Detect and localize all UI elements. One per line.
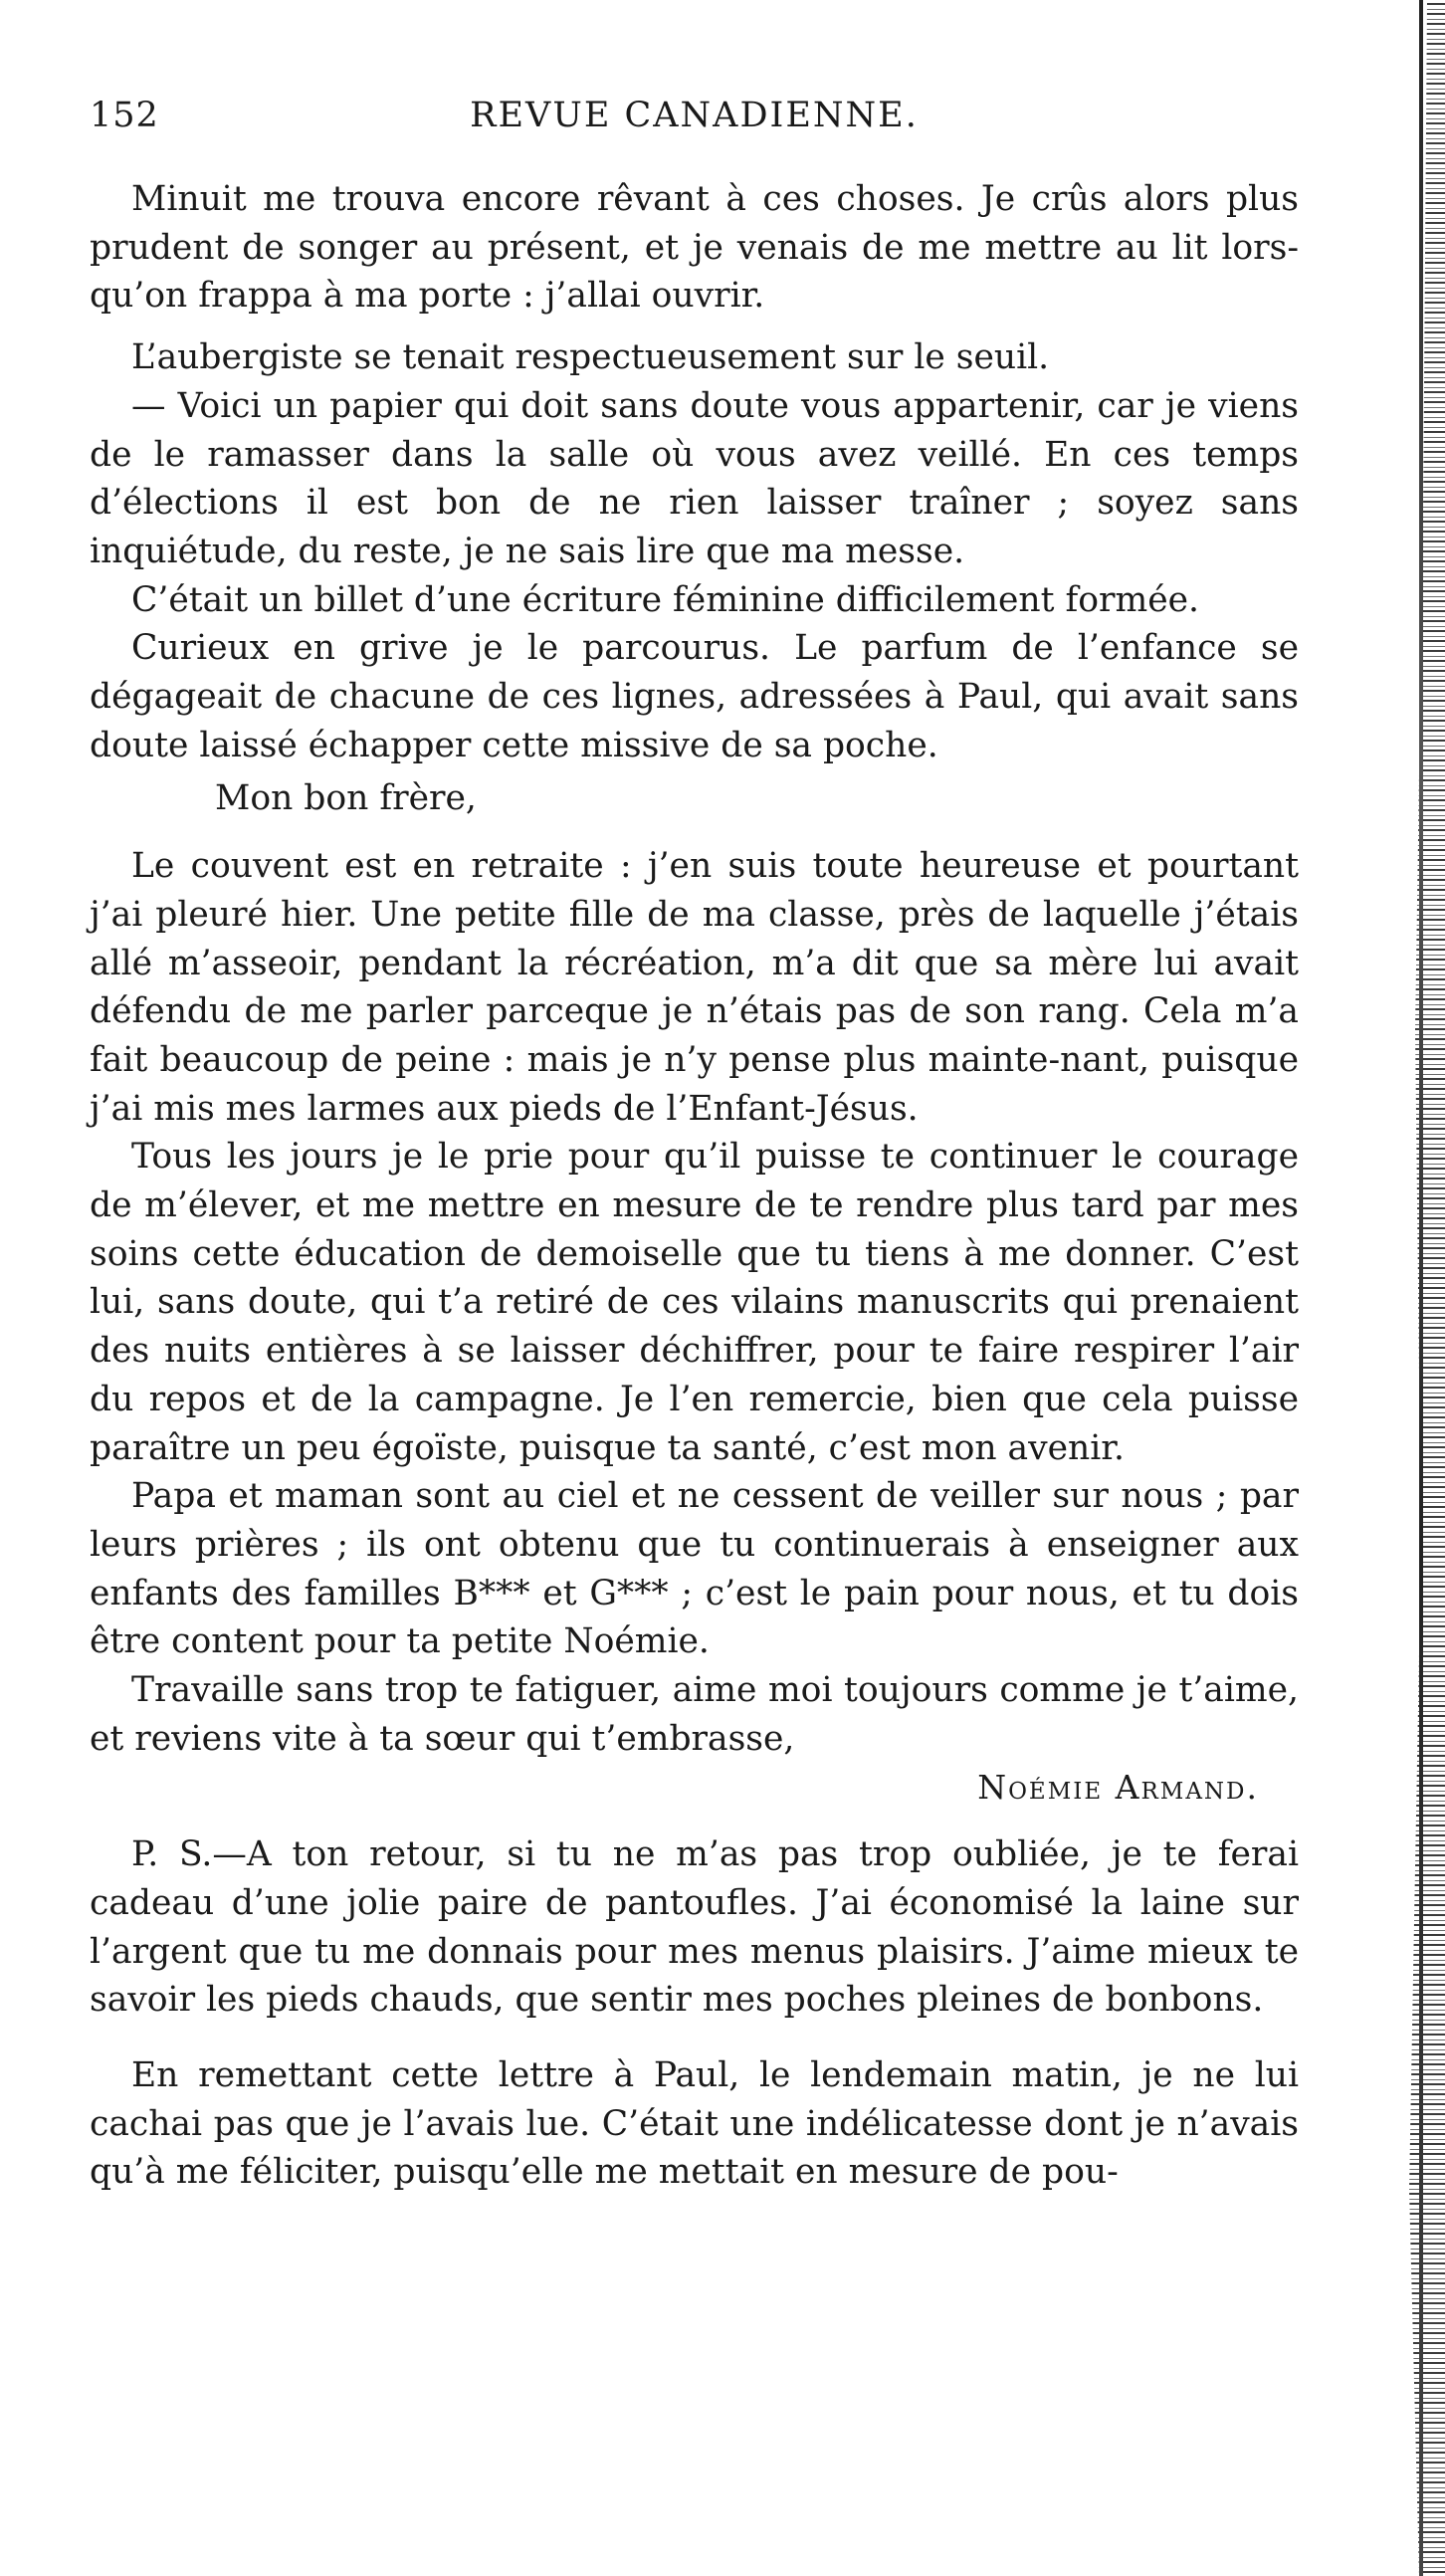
letter-paragraph-convent: Le couvent est en retraite : j’en suis toute heureuse et pourtant j’ai pleuré hier. Une petite fille de ma classe, près de laquelle j’étais allé m’asseoir, pendant la récréation, m’a dit que sa mère lui avait défendu de me parler parceque je n’étais pas de son rang. Cela m’a fait beaucoup de peine : mais je n’y pense plus mainte-nant, puisque j’ai mis mes larmes aux pieds de l’Enfant-Jésus. (90, 846, 1299, 1129)
page-number: 152 (90, 96, 159, 135)
letter-salutation: Mon bon frère, (215, 778, 477, 819)
paragraph-note: C’était un billet d’une écriture féminine difficilement formée. (131, 579, 1200, 620)
paragraph-handing-letter: En remettant cette lettre à Paul, le lendemain matin, je ne lui cachai pas que je l’avais lue. C’était une indélicatesse dont je n’avais qu’à me féliciter, puisqu’elle me mettait en mesure de pou- (90, 2055, 1299, 2193)
letter-signature: Noémie Armand. (977, 1767, 1259, 1807)
body-text (90, 175, 1299, 2197)
paragraph-innkeeper: L’aubergiste se tenait respectueusement sur le seuil. (131, 337, 1050, 378)
paragraph-midnight: Minuit me trouva encore rêvant à ces choses. Je crûs alors plus prudent de songer au présent, et je venais de me mettre au lit lors-qu’on frappa à ma porte : j’allai ouvrir. (90, 179, 1299, 317)
running-title: REVUE CANADIENNE. (470, 96, 919, 135)
paragraph-curious: Curieux en grive je le parcourus. Le parfum de l’enfance se dégageait de chacune de ces lignes, adressées à Paul, qui avait sans doute laissé échapper cette missive de sa poche. (90, 628, 1299, 765)
letter-paragraph-parents: Papa et maman sont au ciel et ne cessent de veiller sur nous ; par leurs prières ; ils ont obtenu que tu continuerais à enseigner aux enfants des familles B*** et G*** ; c’est le pain pour nous, et tu dois être content pour ta petite Noémie. (90, 1476, 1299, 1662)
page-header (90, 96, 1299, 155)
letter-paragraph-prayer: Tous les jours je le prie pour qu’il puisse te continuer le courage de m’élever, et me mettre en mesure de te rendre plus tard par mes soins cette éducation de demoiselle que tu tiens à me donner. C’est lui, sans doute, qui t’a retiré de ces vilains manuscrits qui prenaient des nuits entières à se laisser déchiffrer, pour te faire respirer l’air du repos et de la campagne. Je l’en remercie, bien que cela puisse paraître un peu égoïste, puisque ta santé, c’est mon avenir. (90, 1137, 1299, 1468)
page-binding-line (1419, 0, 1423, 2576)
paragraph-dialogue: — Voici un papier qui doit sans doute vous appartenir, car je viens de le ramasser dans la salle où vous avez veillé. En ces temps d’élections il est bon de ne rien laisser traîner ; soyez sans inquiétude, du reste, je ne sais lire que ma messe. (90, 385, 1299, 571)
letter-paragraph-closing: Travaille sans trop te fatiguer, aime moi toujours comme je t’aime, et reviens vite à ta sœur qui t’embrasse, (90, 1670, 1299, 1759)
letter-postscript: P. S.—A ton retour, si tu ne m’as pas trop oubliée, je te ferai cadeau d’une jolie paire de pantoufles. J’ai économisé la laine sur l’argent que tu me donnais pour mes menus plaisirs. J’aime mieux te savoir les pieds chauds, que sentir mes poches pleines de bonbons. (90, 1834, 1299, 2021)
page-binding-edge (1405, 0, 1445, 2576)
